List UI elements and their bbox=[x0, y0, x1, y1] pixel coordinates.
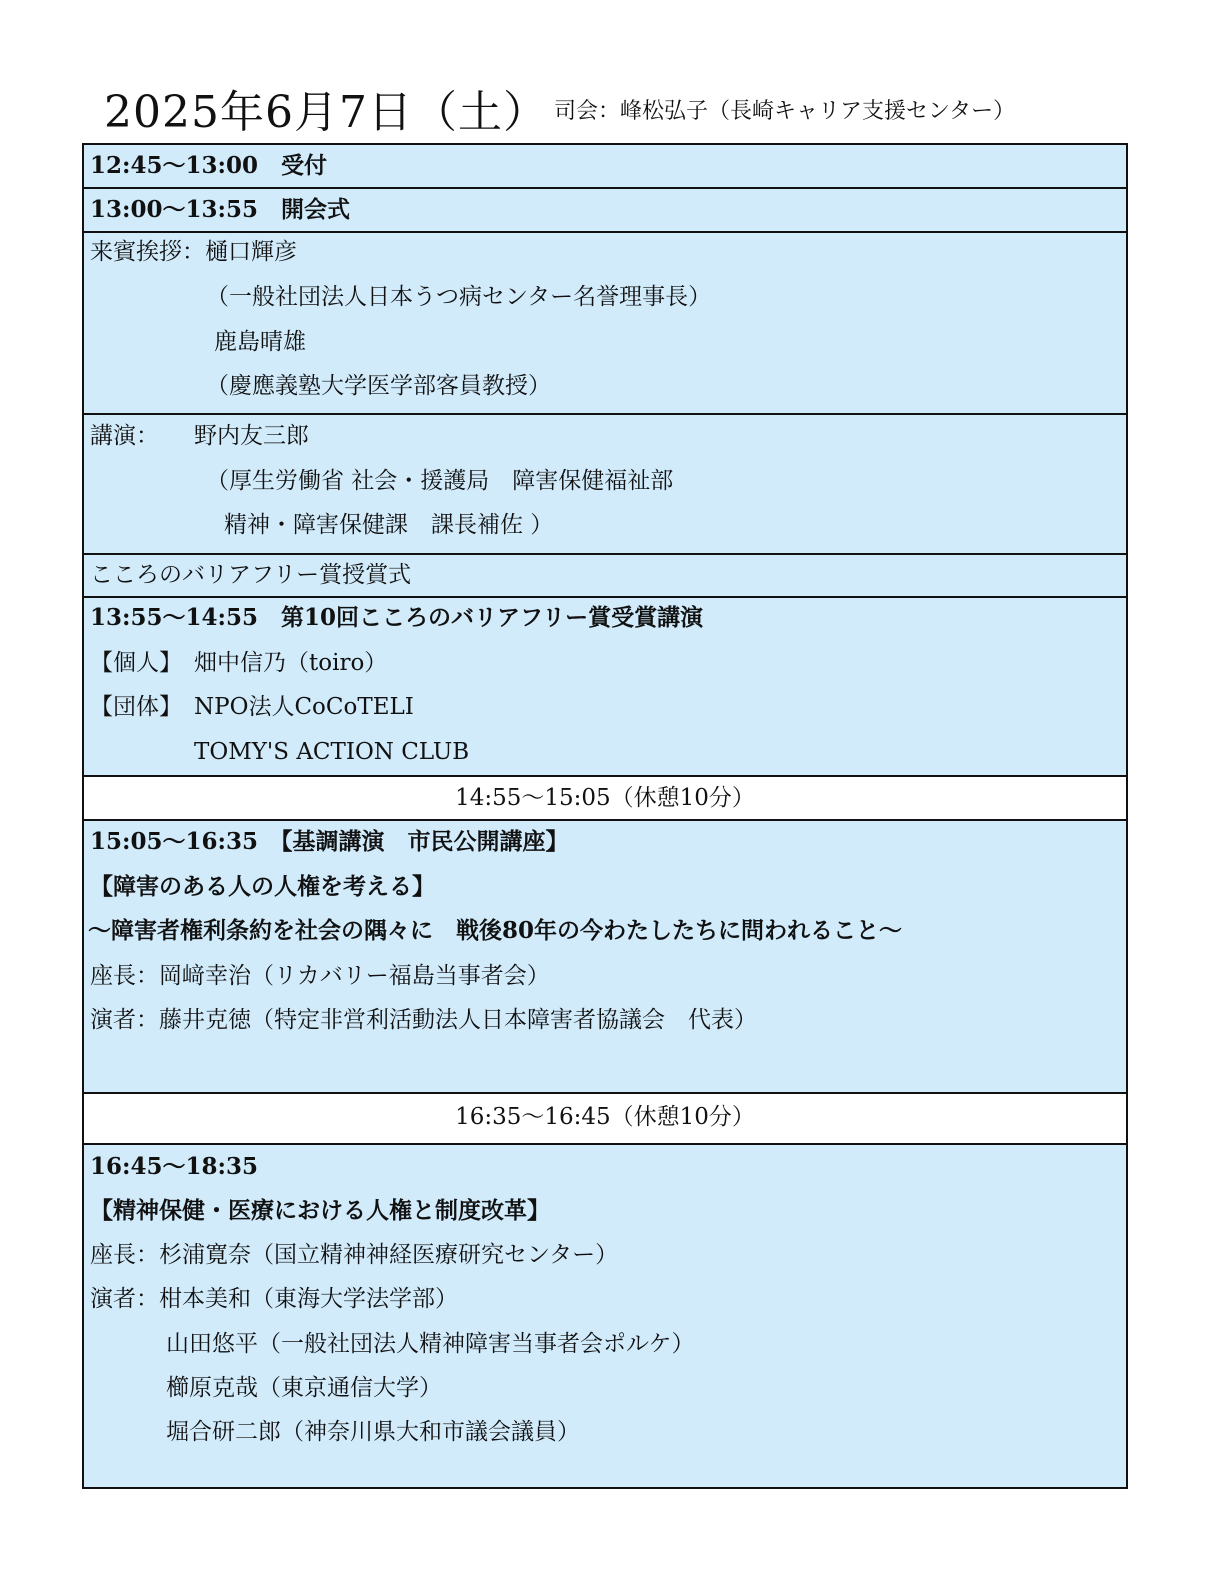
row-reception bbox=[84, 145, 1126, 189]
keynote-chair: 座長：岡﨑幸治（リカバリー福島当事者会） bbox=[90, 963, 550, 989]
lecture-name: 野内友三郎 bbox=[194, 423, 309, 449]
keynote-theme: 〜障害者権利条約を社会の隅々に 戦後80年の今わたしたちに問われること〜 bbox=[88, 917, 903, 944]
symposium-title: 【精神保健・医療における人権と制度改革】 bbox=[90, 1197, 550, 1224]
symposium-speaker-4: 堀合研二郎（神奈川県大和市議会議員） bbox=[166, 1419, 580, 1445]
symposium-speaker-1: 演者：柑本美和（東海大学法学部） bbox=[90, 1286, 458, 1312]
row-break-2 bbox=[84, 1094, 1126, 1145]
row-symposium bbox=[84, 1145, 1126, 1487]
lecture-affiliation-2: 精神・障害保健課 課長補佐 ） bbox=[224, 512, 554, 538]
row-greetings bbox=[84, 233, 1126, 415]
lecture-affiliation-1: （厚生労働省 社会・援護局 障害保健福祉部 bbox=[206, 468, 674, 494]
lecture-label: 講演： bbox=[90, 423, 159, 449]
keynote-title: 15:05〜16:35 【基調講演 市民公開講座】 bbox=[90, 828, 569, 855]
row-lecture bbox=[84, 415, 1126, 555]
row-award-ceremony bbox=[84, 555, 1126, 598]
greetings-affiliation-2: （慶應義塾大学医学部客員教授） bbox=[206, 373, 551, 399]
header bbox=[104, 70, 1114, 140]
row-award-lecture bbox=[84, 598, 1126, 777]
award-ceremony-text: こころのバリアフリー賞授賞式 bbox=[90, 562, 412, 588]
opening-text: 13:00〜13:55 開会式 bbox=[90, 196, 351, 223]
group-label: 【団体】 bbox=[90, 694, 182, 720]
keynote-speaker: 演者：藤井克徳（特定非営利活動法人日本障害者協議会 代表） bbox=[90, 1007, 757, 1033]
symposium-speaker-2: 山田悠平（一般社団法人精神障害当事者会ポルケ） bbox=[166, 1331, 695, 1357]
symposium-chair: 座長：杉浦寛奈（国立精神神経医療研究センター） bbox=[90, 1242, 619, 1268]
schedule-table bbox=[82, 143, 1128, 1489]
greetings-name-2: 鹿島晴雄 bbox=[214, 329, 306, 355]
row-opening bbox=[84, 189, 1126, 233]
greetings-affiliation-1: （一般社団法人日本うつ病センター名誉理事長） bbox=[206, 284, 712, 310]
row-keynote bbox=[84, 821, 1126, 1094]
keynote-subtitle: 【障害のある人の人権を考える】 bbox=[90, 873, 435, 900]
individual-winner: 畑中信乃（toiro） bbox=[194, 650, 388, 676]
symposium-speaker-3: 櫛原克哉（東京通信大学） bbox=[166, 1375, 442, 1401]
group-winner-2: TOMY'S ACTION CLUB bbox=[194, 739, 470, 765]
event-date: 2025年6月7日（土） bbox=[104, 87, 548, 138]
individual-label: 【個人】 bbox=[90, 650, 182, 676]
greetings-label: 来賓挨拶：樋口輝彦 bbox=[90, 239, 297, 265]
reception-text: 12:45〜13:00 受付 bbox=[90, 152, 328, 179]
row-break-1 bbox=[84, 777, 1126, 821]
host-info: 司会：峰松弘子（長崎キャリア支援センター） bbox=[554, 99, 1016, 124]
symposium-time: 16:45〜18:35 bbox=[90, 1153, 259, 1180]
award-lecture-title: 13:55〜14:55 第10回こころのバリアフリー賞受賞講演 bbox=[90, 604, 704, 631]
break-2-text: 16:35〜16:45（休憩10分） bbox=[455, 1104, 755, 1130]
break-1-text: 14:55〜15:05（休憩10分） bbox=[455, 785, 755, 811]
group-winner-1: NPO法人CoCoTELI bbox=[194, 694, 414, 720]
